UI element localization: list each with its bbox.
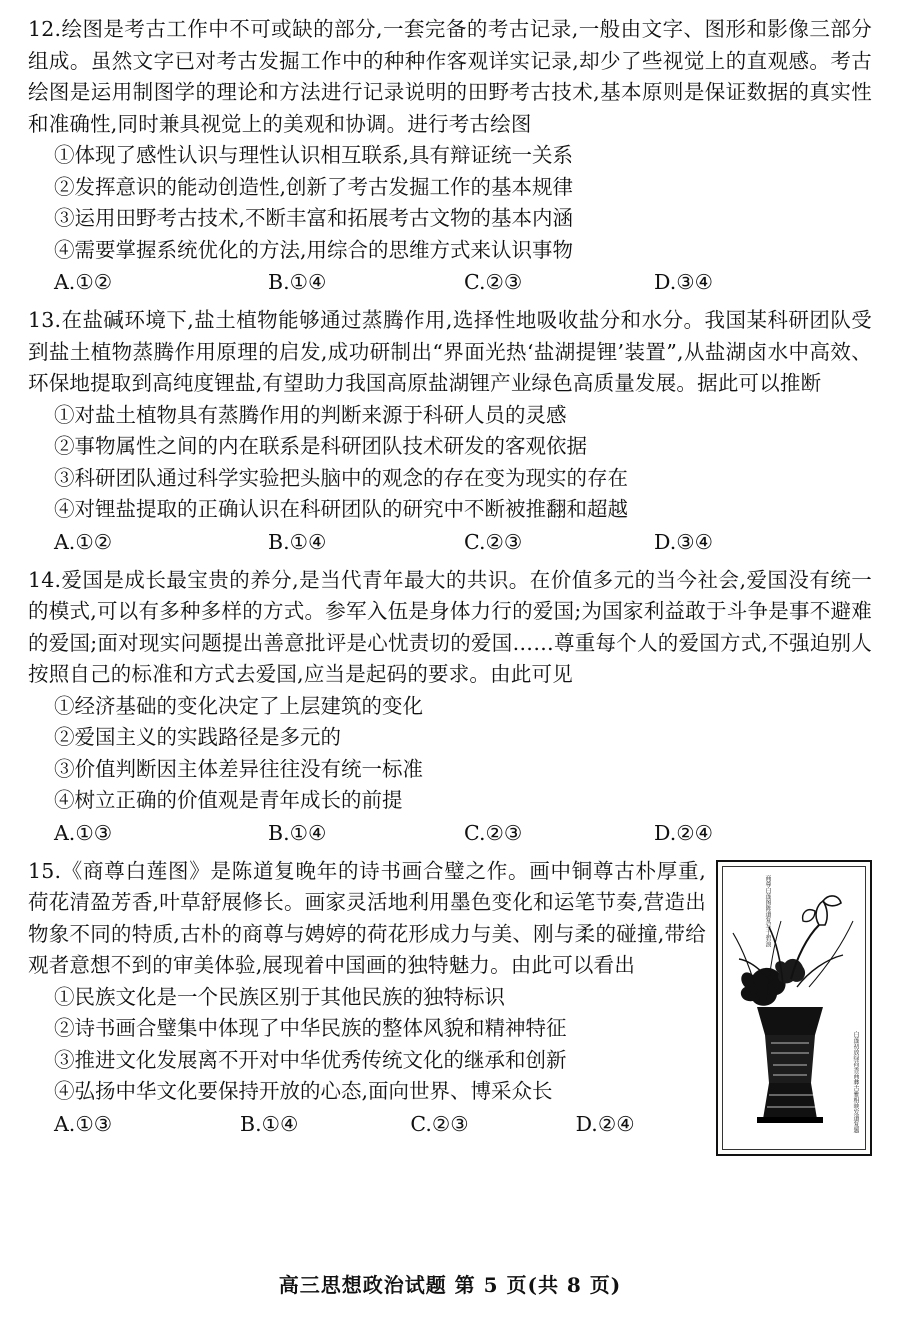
question-12-option-1: ①体现了感性认识与理性认识相互联系,具有辩证统一关系 xyxy=(54,143,574,167)
question-15-answer-d[interactable]: D.②④ xyxy=(575,1111,635,1136)
question-12-answers xyxy=(28,266,872,299)
question-15-option-1: ①民族文化是一个民族区别于其他民族的独特标识 xyxy=(54,984,505,1009)
question-15-answers xyxy=(28,1108,706,1141)
question-15-answer-b[interactable]: B.①④ xyxy=(240,1111,299,1136)
question-13 xyxy=(28,305,872,559)
question-14-option-2: ②爱国主义的实践路径是多元的 xyxy=(54,725,341,749)
question-14-answers xyxy=(28,817,872,850)
question-14-text: 爱国是成长最宝贵的养分,是当代青年最大的共识。在价值多元的当今社会,爱国没有统一的模式,可以有多种多样的方式。参军入伍是身体力行的爱国;为国家利益敢于斗争是事不避难的爱国;面对现实问题提出善意批评是心忧责切的爱国……尊重每个人的爱国方式,不强迫别人按照自己的标准和方式去爱国,应当是起码的要求。由此可见 xyxy=(28,567,872,686)
question-12-answer-a[interactable]: A.①② xyxy=(54,270,113,294)
question-12-option-2: ②发挥意识的能动创造性,创新了考古发掘工作的基本规律 xyxy=(54,174,574,199)
question-13-answer-a[interactable]: A.①② xyxy=(54,529,113,554)
question-15-text: 《商尊白莲图》是陈道复晚年的诗书画合璧之作。画中铜尊古朴厚重,荷花清盈芳香,叶草舒展修长。画家灵活地利用墨色变化和运笔节奏,营造出物象不同的特质,古朴的商尊与娉婷的荷花形成力与美、刚与柔的碰撞,带给观者意想不到的审美体验,展现着中国画的独特魅力。由此可以看出 xyxy=(28,858,706,977)
question-13-option-4: ④对锂盐提取的正确认识在科研团队的研究中不断被推翻和超越 xyxy=(54,497,628,521)
question-15-option-2: ②诗书画合璧集中体现了中华民族的整体风貌和精神特征 xyxy=(54,1016,567,1040)
question-15-answer-c[interactable]: C.②③ xyxy=(410,1111,469,1136)
question-13-stem xyxy=(28,305,872,400)
question-14-answer-a[interactable]: A.①③ xyxy=(54,820,113,845)
question-14 xyxy=(28,565,872,850)
question-13-number: 13. xyxy=(28,308,62,332)
question-15 xyxy=(28,856,872,1156)
question-15-answer-a[interactable]: A.①③ xyxy=(54,1111,113,1136)
question-15-option-4: ④弘扬中华文化要保持开放的心态,面向世界、博采众长 xyxy=(54,1079,553,1103)
question-14-answer-b[interactable]: B.①④ xyxy=(268,820,327,845)
question-13-option-3: ③科研团队通过科学实验把头脑中的观念的存在变为现实的存在 xyxy=(54,465,628,490)
artwork-frame xyxy=(722,866,866,1150)
question-13-text: 在盐碱环境下,盐土植物能够通过蒸腾作用,选择性地吸收盐分和水分。我国某科研团队受到盐土植物蒸腾作用原理的启发,成功研制出“界面光热‘盐湖提锂’装置”,从盐湖卤水中高效、环保地提取到高纯度锂盐,有望助力我国高原盐湖锂产业绿色高质量发展。据此可以推断 xyxy=(28,308,872,395)
question-13-option-1: ①对盐土植物具有蒸腾作用的判断来源于科研人员的灵感 xyxy=(54,402,567,427)
question-12-text: 绘图是考古工作中不可或缺的部分,一套完备的考古记录,一般由文字、图形和影像三部分组成。虽然文字已对考古发掘工作中的种种作客观详实记录,却少了些视觉上的直观感。考古绘图是运用制图学的理论和方法进行记录说明的田野考古技术,基本原则是保证数据的真实性和准确性,同时兼具视觉上的美观和协调。进行考古绘图 xyxy=(28,17,872,136)
question-12-answer-c[interactable]: C.②③ xyxy=(464,270,523,294)
question-13-answers xyxy=(28,526,872,559)
question-13-answer-c[interactable]: C.②③ xyxy=(464,529,523,554)
artwork-inscription-top: 商尊白莲图陈道复写于碧浪 xyxy=(764,874,771,947)
question-12-answer-b[interactable]: B.①④ xyxy=(268,270,327,294)
question-14-option-4: ④树立正确的价值观是青年成长的前提 xyxy=(54,788,403,812)
question-12-answer-d[interactable]: D.③④ xyxy=(654,270,713,294)
question-12 xyxy=(28,14,872,299)
page-content xyxy=(28,14,872,1162)
question-15-number: 15. xyxy=(28,858,62,883)
question-13-answer-b[interactable]: B.①④ xyxy=(268,529,327,554)
question-12-stem xyxy=(28,14,872,140)
question-12-number: 12. xyxy=(28,17,62,41)
artwork-inscription-bottom: 白莲初放绿荷香商彝古雅相映发道复题 xyxy=(852,1030,859,1133)
question-14-stem xyxy=(28,565,872,691)
question-12-option-3: ③运用田野考古技术,不断丰富和拓展考古文物的基本内涵 xyxy=(54,206,574,230)
question-13-answer-d[interactable]: D.③④ xyxy=(654,529,713,554)
question-12-option-4: ④需要掌握系统优化的方法,用综合的思维方式来认识事物 xyxy=(54,237,574,262)
question-15-option-3: ③推进文化发展离不开对中华优秀传统文化的继承和创新 xyxy=(54,1047,567,1072)
question-14-number: 14. xyxy=(28,567,62,592)
question-13-option-2: ②事物属性之间的内在联系是科研团队技术研发的客观依据 xyxy=(54,434,587,458)
page-footer: 高三思想政治试题 第 5 页(共 8 页) xyxy=(278,1273,622,1297)
artwork-image xyxy=(716,860,872,1156)
question-14-answer-c[interactable]: C.②③ xyxy=(464,820,523,845)
question-14-option-1: ①经济基础的变化决定了上层建筑的变化 xyxy=(54,693,423,718)
question-14-answer-d[interactable]: D.②④ xyxy=(654,820,713,845)
question-14-option-3: ③价值判断因主体差异往往没有统一标准 xyxy=(54,756,423,781)
